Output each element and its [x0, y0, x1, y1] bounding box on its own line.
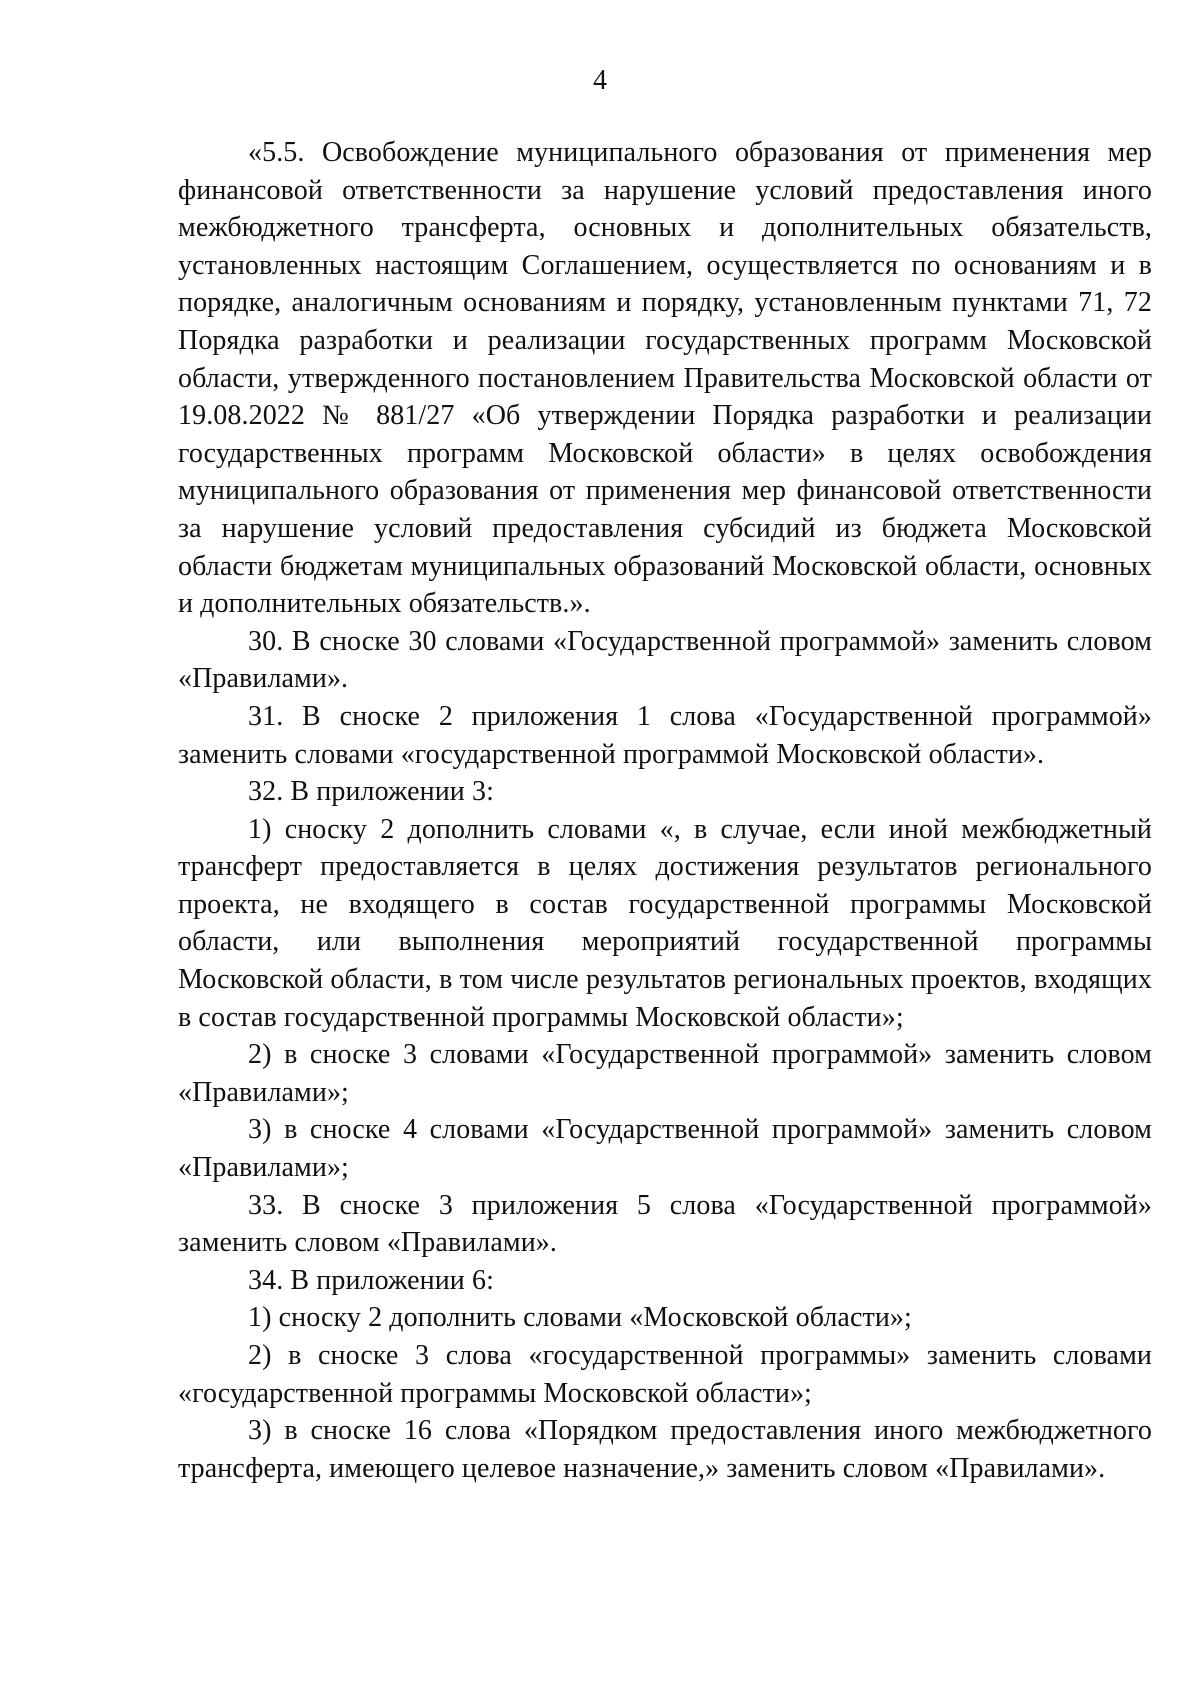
paragraph-31: 31. В сноске 2 приложения 1 слова «Государственной программой» заменить словами «государственной программой Московской области».: [178, 700, 1152, 770]
paragraph-34-item-1: 1) сноску 2 дополнить словами «Московской области»;: [248, 1302, 912, 1334]
document-body: [178, 134, 1152, 1487]
paragraph-32-item-1: 1) сноску 2 дополнить словами «, в случае, если иной межбюджетный трансферт предоставляется в целях достижения результатов регионального проекта, не входящего в состав государственной программы Московской области, или выполнения мероприятий государственной программы Московской области, в том числе результатов региональных проектов, входящих в состав государственной программы Московской области»;: [178, 813, 1152, 1033]
paragraph-30: 30. В сноске 30 словами «Государственной программой» заменить словом «Правилами».: [178, 625, 1152, 695]
paragraph-34-item-2: 2) в сноске 3 слова «государственной программы» заменить словами «государственной программы Московской области»;: [178, 1340, 1152, 1409]
paragraph-32-item-2: 2) в сноске 3 словами «Государственной программой» заменить словом «Правилами»;: [178, 1039, 1152, 1108]
paragraph-32-item-3: 3) в сноске 4 словами «Государственной программой» заменить словом «Правилами»;: [178, 1114, 1152, 1184]
paragraph-34-item-3: 3) в сноске 16 слова «Порядком предоставления иного межбюджетного трансферта, имеющего целевое назначение,» заменить словом «Правилами».: [178, 1415, 1152, 1484]
page-number: 4: [593, 65, 607, 96]
paragraph-32: 32. В приложении 3:: [248, 776, 494, 808]
paragraph-34: 34. В приложении 6:: [248, 1264, 494, 1296]
paragraph-5-5: «5.5. Освобождение муниципального образования от применения мер финансовой ответственности за нарушение условий предоставления иного межбюджетного трансферта, основных и дополнительных обязательств, установленных настоящим Соглашением, осуществляется по основаниям и в порядке, аналогичным основаниям и порядку, установленным пунктами 71, 72 Порядка разработки и реализации государственных программ Московской области, утвержденного постановлением Правительства Московской области от 19.08.2022 № 881/27 «Об утверждении Порядка разработки и реализации государственных программ Московской области» в целях освобождения муниципального образования от применения мер финансовой ответственности за нарушение условий предоставления субсидий из бюджета Московской области бюджетам муниципальных образований Московской области, основных и дополнительных обязательств.».: [178, 137, 1152, 620]
paragraph-33: 33. В сноске 3 приложения 5 слова «Государственной программой» заменить словом «Правилами».: [178, 1189, 1152, 1259]
